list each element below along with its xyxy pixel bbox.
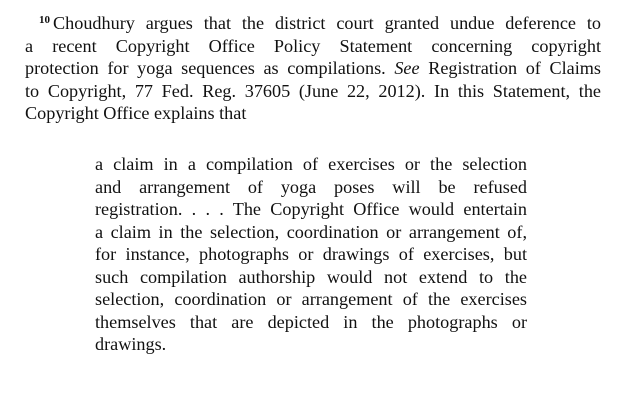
- footnote-line-3: protection for yoga sequences as compilations. See Registration of Claims: [25, 58, 601, 78]
- block-quote: [95, 153, 527, 356]
- quote-line-2: and arrangement of yoga poses will be refused: [95, 176, 527, 197]
- footnote-line-4: to Copyright, 77 Fed. Reg. 37605 (June 22, 2012). In this Statement, the: [25, 80, 601, 101]
- footnote-line-5: Copyright Office explains that: [25, 103, 247, 123]
- citation-signal: See: [394, 58, 420, 78]
- footnote-line-2: a recent Copyright Office Policy Statement concerning copyright: [25, 35, 601, 56]
- footnote-paragraph: [25, 12, 601, 125]
- quote-line-8: themselves that are depicted in the photographs or: [95, 311, 527, 332]
- quote-line-4: a claim in the selection, coordination or arrangement of,: [95, 221, 527, 242]
- quote-line-1: a claim in a compilation of exercises or the selection: [95, 154, 527, 174]
- footnote-line-1: $^{10}$ Choudhury argues that the district court granted undue deference to: [39, 13, 601, 33]
- quote-line-7: selection, coordination or arrangement of the exercises: [95, 289, 527, 309]
- quote-line-3: registration. . . . The Copyright Office would entertain: [95, 199, 527, 219]
- quote-line-6: such compilation authorship would not extend to the: [95, 266, 527, 287]
- footnote-number: 10: [39, 14, 50, 26]
- quote-line-9: drawings.: [95, 334, 167, 354]
- quote-line-5: for instance, photographs or drawings of exercises, but: [95, 244, 527, 264]
